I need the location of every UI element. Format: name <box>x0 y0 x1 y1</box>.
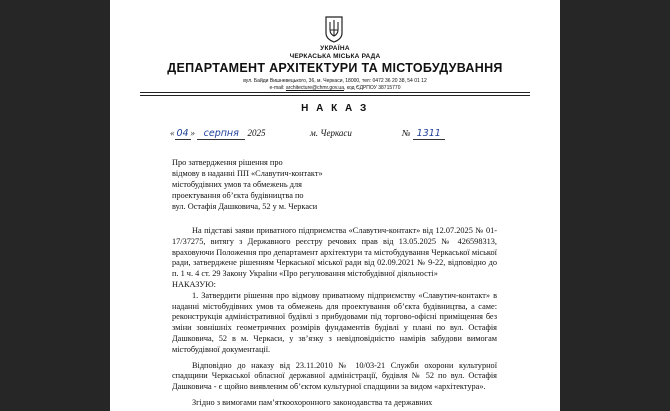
order-subject <box>172 157 412 212</box>
subject-line: відмову в наданні ПП «Славутич-контакт» <box>172 169 323 178</box>
email-label: e-mail: <box>269 85 285 91</box>
decision-paragraph: 1. Затвердити рішення про відмову приватному підприємству «Славутич-контакт» в наданні містобудівних умов та обмежень для проектування об’єкта будівництва, а саме: реконструкція адміністративної будівлі з прибудовами під торгово-офісні приміщення без зміни зовнішніх геометричних розмірів фундаментів будівлі у плані по вул. Остафія Дашковича, 52 в м. Черкаси, у зв’язку з невідповідністю намірів забудови вимогам містобудівної документації. <box>172 290 497 354</box>
number-label: № <box>402 128 411 138</box>
date-open-quote: « <box>170 128 175 138</box>
department-contacts <box>110 85 560 91</box>
department-name: ДЕПАРТАМЕНТ АРХІТЕКТУРИ ТА МІСТОБУДУВАННЯ <box>167 61 503 75</box>
department-address: вул. Байди Вишневецького, 36, м. Черкаси, 18000, тел: 0472 36 20 38, 54 01 12 <box>243 78 427 84</box>
date-month: серпня <box>197 128 245 140</box>
header-divider <box>140 92 530 93</box>
coat-of-arms-icon <box>324 15 344 43</box>
document-title: Н А К А З <box>301 103 369 114</box>
country-name: УКРАЇНА <box>320 45 350 52</box>
legislation-paragraph: Згідно з вимогами пам’яткоохоронного законодавства та державних <box>192 397 433 407</box>
date-day: 04 <box>176 128 189 139</box>
council-name: ЧЕРКАСЬКА МІСЬКА РАДА <box>289 53 381 60</box>
order-place: м. Черкаси <box>310 128 352 138</box>
order-body <box>172 226 497 409</box>
subject-line: вул. Остафія Дашковича, 52 у м. Черкаси <box>172 202 318 211</box>
document-page <box>110 0 560 411</box>
edrpou-code: , код ЄДРПОУ 38715770 <box>343 85 401 91</box>
number-value: 1311 <box>413 128 445 140</box>
subject-line: містобудівних умов та обмежень для <box>172 180 302 189</box>
email-link[interactable]: architecture@chmr.gov.ua <box>285 85 344 91</box>
order-label: НАКАЗУЮ: <box>172 279 216 289</box>
order-number <box>402 128 445 140</box>
subject-line: Про затвердження рішення про <box>172 158 283 167</box>
date-close-quote: » <box>190 128 195 138</box>
header-divider-thin <box>140 95 530 96</box>
date-year: 2025 <box>247 128 266 138</box>
viewer-background-right <box>560 0 670 411</box>
viewer-background-left <box>0 0 110 411</box>
subject-line: проектування об’єкта будівництва по <box>172 191 304 200</box>
heritage-paragraph: Відповідно до наказу від 23.11.2010 № 10/03-21 Служби охорони культурної спадщини Черкаської обласної державної адміністрації, будівля № 52 по вул. Остафія Дашковича - є щойно виявленим об’єктом культурної спадщини за видом «архітектура». <box>172 360 497 392</box>
basis-paragraph: На підставі заяви приватного підприємства «Славутич-контакт» від 12.07.2025 № 01-17/37275, витягу з Державного реєстру речових прав від 13.05.2025 № 426598313, враховуючи Положення про департамент архітектури та містобудування Черкаської міської ради, затверджене рішенням Черкаської міської ради від 02.09.2021 № 9-22, відповідно до п. 1 ч. 4 ст. 29 Закону України «Про регулювання містобудівної діяльності» <box>172 226 497 279</box>
order-date <box>170 128 266 140</box>
